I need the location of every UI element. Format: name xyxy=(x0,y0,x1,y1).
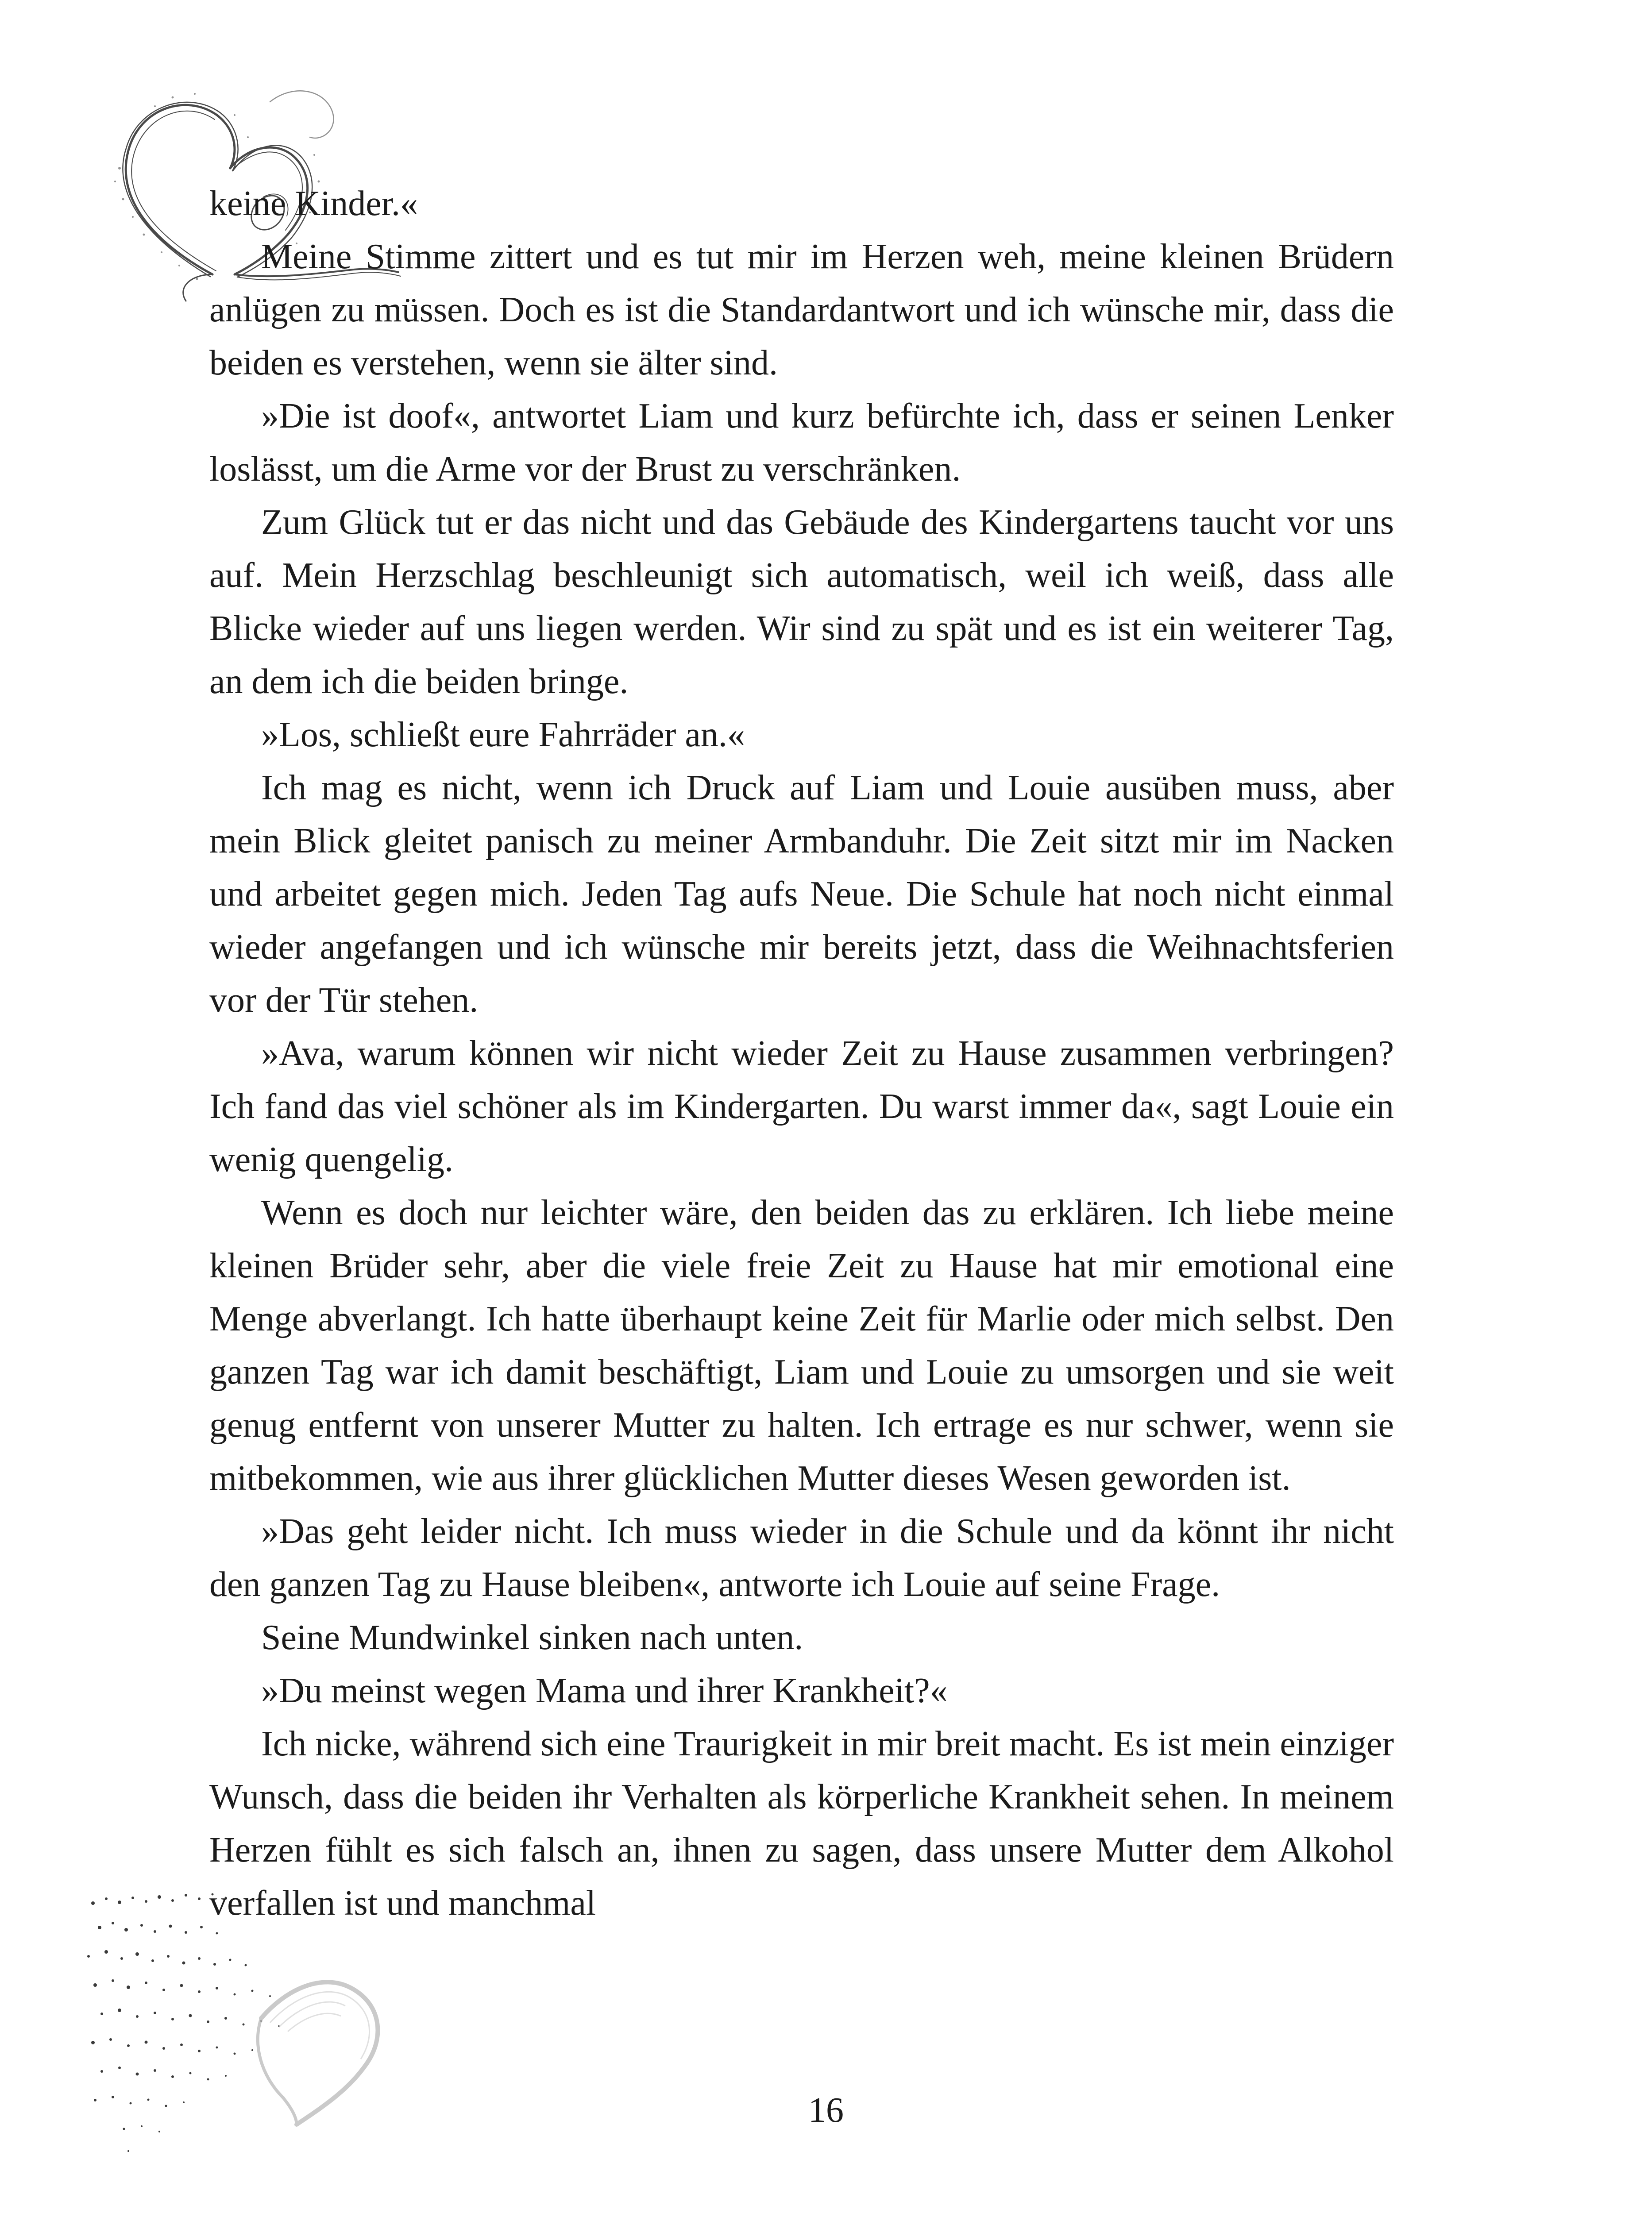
paragraph: Wenn es doch nur leichter wäre, den beiden das zu erklären. Ich liebe meine kleinen Brüder sehr, aber die viele freie Zeit zu Hause hat mir emotional eine Menge abverlangt. Ich hatte überhaupt keine Zeit für Marlie oder mich selbst. Den ganzen Tag war ich damit beschäftigt, Liam und Louie zu umsorgen und sie weit genug entfernt von unserer Mutter zu halten. Ich ertrage es nur schwer, wenn sie mitbekommen, wie aus ihrer glücklichen Mutter dieses Wesen geworden ist. xyxy=(209,1193,1394,1498)
paragraph: »Ava, warum können wir nicht wieder Zeit zu Hause zusammen verbringen? Ich fand das viel schöner als im Kindergarten. Du warst immer da«, sagt Louie ein wenig quengelig. xyxy=(209,1034,1394,1179)
paragraph: »Los, schließt eure Fahrräder an.« xyxy=(261,715,745,754)
paragraph: Ich mag es nicht, wenn ich Druck auf Liam und Louie ausüben muss, aber mein Blick gleitet panisch zu meiner Armbanduhr. Die Zeit sitzt mir im Nacken und arbeitet gegen mich. Jeden Tag aufs Neue. Die Schule hat noch nicht einmal wieder angefangen und ich wünsche mir bereits jetzt, dass die Weihnachtsferien vor der Tür stehen. xyxy=(209,768,1394,1020)
paragraph: »Das geht leider nicht. Ich muss wieder in die Schule und da könnt ihr nicht den ganzen Tag zu Hause bleiben«, antworte ich Louie auf seine Frage. xyxy=(209,1512,1394,1604)
paragraph: Seine Mundwinkel sinken nach unten. xyxy=(261,1618,803,1657)
paragraph: keine Kinder.« xyxy=(209,184,418,223)
paragraph: Ich nicke, während sich eine Traurigkeit in mir breit macht. Es ist mein einziger Wunsch, dass die beiden ihr Verhalten als körperliche Krankheit sehen. In meinem Herzen fühlt es sich falsch an, ihnen zu sagen, dass unsere Mutter dem Alkohol verfallen ist und manchmal xyxy=(209,1724,1394,1923)
paragraph: »Du meinst wegen Mama und ihrer Krankheit?« xyxy=(261,1671,948,1710)
paragraph: »Die ist doof«, antwortet Liam und kurz befürchte ich, dass er seinen Lenker loslässt, um die Arme vor der Brust zu verschränken. xyxy=(209,397,1394,489)
paragraph: Zum Glück tut er das nicht und das Gebäude des Kindergartens taucht vor uns auf. Mein Herzschlag beschleunigt sich automatisch, weil ich weiß, dass alle Blicke wieder auf uns liegen werden. Wir sind zu spät und es ist ein weiterer Tag, an dem ich die beiden bringe. xyxy=(209,503,1394,701)
body-text xyxy=(209,177,1394,1930)
page-number: 16 xyxy=(808,2091,844,2130)
paragraph: Meine Stimme zittert und es tut mir im Herzen weh, meine kleinen Brüdern anlügen zu müssen. Doch es ist die Standardantwort und ich wünsche mir, dass die beiden es verstehen, wenn sie älter sind. xyxy=(209,237,1394,382)
